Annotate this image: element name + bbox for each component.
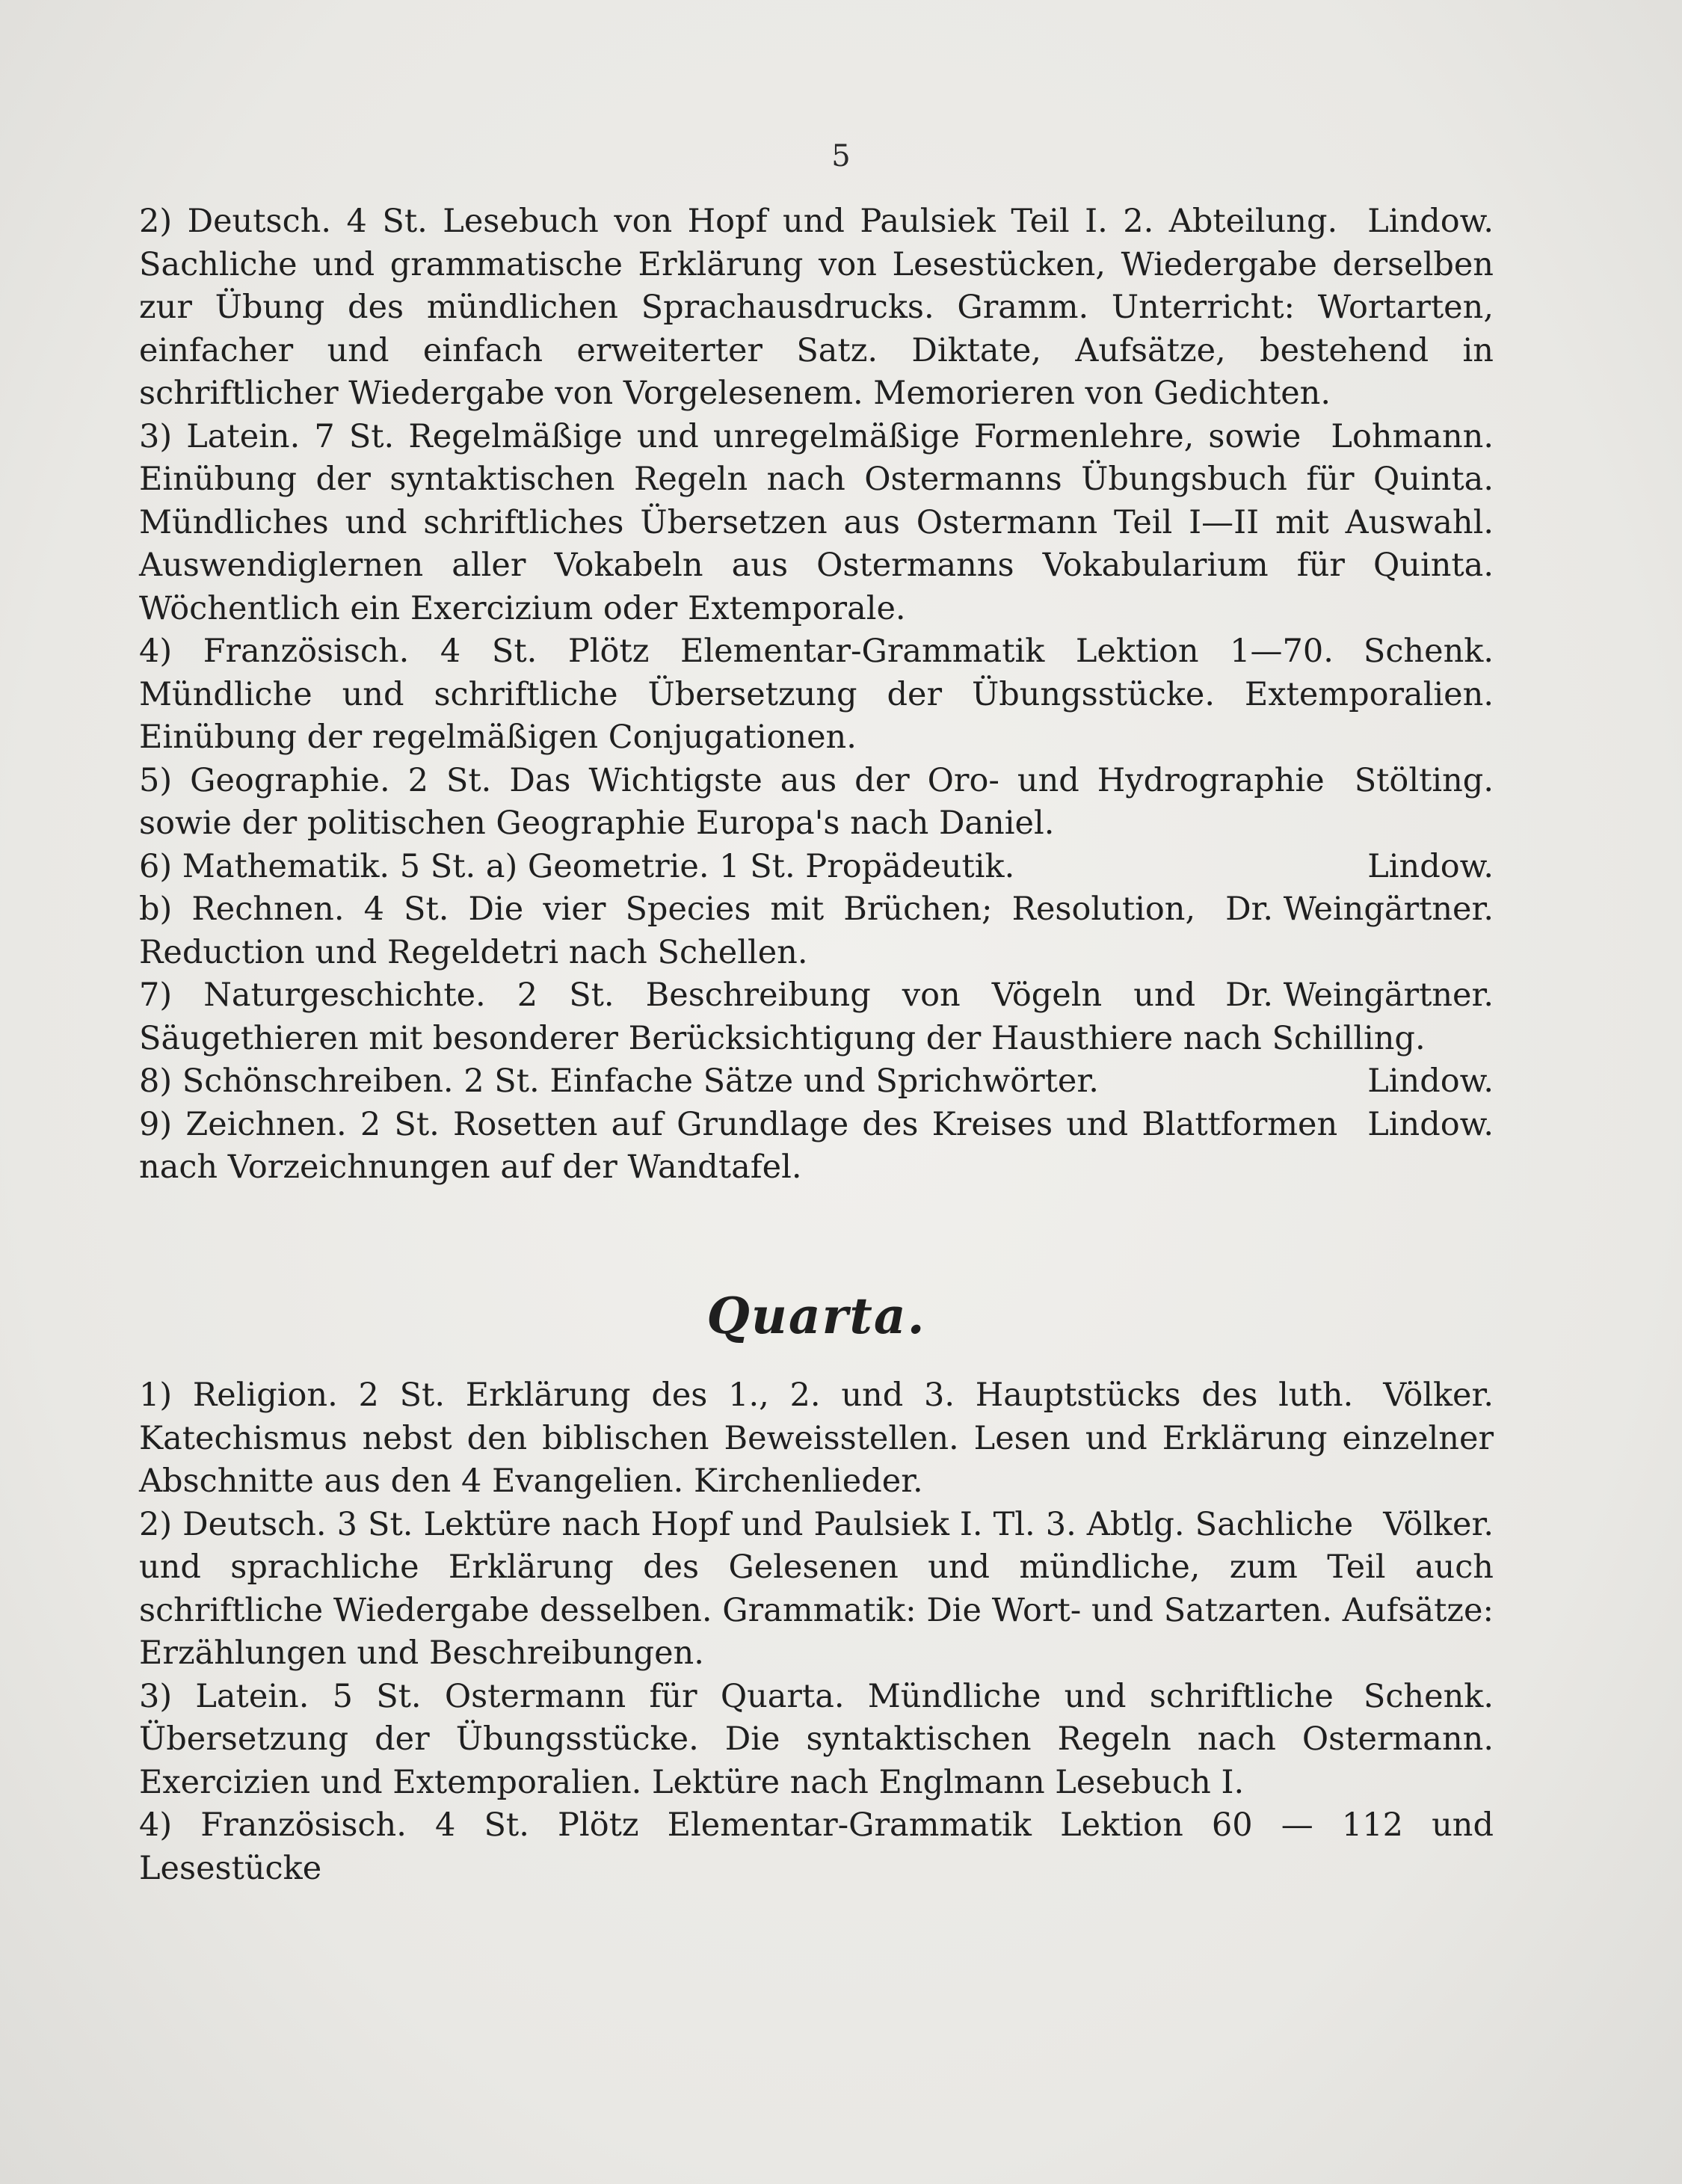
teacher-name: Dr. Weingärtner. — [1225, 890, 1494, 928]
curriculum-entry — [139, 1676, 1494, 1805]
teacher-name: Schenk. — [1363, 633, 1494, 670]
curriculum-entry — [139, 974, 1494, 1060]
entry-text: 9) Zeichnen. 2 St. Rosetten auf Grundlage des Kreises und Blattformen nach Vorzeichnungen auf der Wandtafel. — [139, 1105, 1338, 1186]
teacher-name: Lindow. — [1367, 1105, 1494, 1143]
curriculum-entry — [139, 1804, 1494, 1890]
curriculum-entry — [139, 1374, 1494, 1504]
section-heading: Quarta. — [706, 1287, 926, 1345]
teacher-name: Dr. Weingärtner. — [1225, 976, 1494, 1014]
entry-text: 4) Französisch. 4 St. Plötz Elementar-Grammatik Lektion 1—70. Mündliche und schriftliche Übersetzung der Übungsstücke. Extemporalien. Einübung der regelmäßigen Conjugationen. — [139, 633, 1494, 756]
curriculum-entry — [139, 630, 1494, 760]
teacher-name: Völker. — [1383, 1376, 1494, 1414]
page-number: 5 — [831, 139, 851, 173]
teacher-name: Lindow. — [1367, 1062, 1494, 1100]
entry-text: 2) Deutsch. 3 St. Lektüre nach Hopf und Paulsiek I. Tl. 3. Abtlg. Sachliche und sprachliche Erklärung des Gelesenen und mündliche, zum Teil auch schriftliche Wiedergabe desselben. Grammatik: Die Wort- und Satzarten. Aufsätze: Erzählungen und Beschreibungen. — [139, 1505, 1494, 1672]
entry-text: 3) Latein. 5 St. Ostermann für Quarta. Mündliche und schriftliche Übersetzung der Übungsstücke. Die syntaktischen Regeln nach Ostermann. Exercizien und Extemporalien. Lektüre nach Englmann Lesebuch I. — [139, 1677, 1494, 1801]
teacher-name: Lindow. — [1367, 203, 1494, 240]
entry-text: 3) Latein. 7 St. Regelmäßige und unregelmäßige Formenlehre, sowie Einübung der syntaktischen Regeln nach Ostermanns Übungsbuch für Quinta. Mündliches und schriftliches Übersetzen aus Ostermann Teil I—II mit Auswahl. Auswendiglernen aller Vokabeln aus Ostermanns Vokabularium für Quinta. Wöchentlich ein Exercizium oder Extemporale. — [139, 417, 1494, 627]
quinta-curriculum — [139, 200, 1494, 1190]
entry-text: 5) Geographie. 2 St. Das Wichtigste aus der Oro- und Hydrographie sowie der politischen Geographie Europa's nach Daniel. — [139, 761, 1325, 842]
curriculum-entry — [139, 200, 1494, 416]
entry-text: 1) Religion. 2 St. Erklärung des 1., 2. und 3. Hauptstücks des luth. Katechismus nebst den biblischen Beweisstellen. Lesen und Erklärung einzelner Abschnitte aus den 4 Evangelien. Kirchenlieder. — [139, 1376, 1494, 1500]
curriculum-entry — [139, 1504, 1494, 1676]
curriculum-entry — [139, 846, 1494, 889]
entry-text: 7) Naturgeschichte. 2 St. Beschreibung von Vögeln und Säugethieren mit besonderer Berücksichtigung der Hausthiere nach Schilling. — [139, 976, 1426, 1057]
teacher-name: Stölting. — [1354, 761, 1494, 799]
curriculum-entry — [139, 1104, 1494, 1190]
entry-text: 4) Französisch. 4 St. Plötz Elementar-Grammatik Lektion 60 — 112 und Lesestücke — [139, 1806, 1494, 1887]
teacher-name: Lindow. — [1367, 847, 1494, 885]
curriculum-entry — [139, 1060, 1494, 1104]
curriculum-entry — [139, 888, 1494, 974]
entry-text: 6) Mathematik. 5 St. a) Geometrie. 1 St. Propädeutik. — [139, 847, 1015, 885]
teacher-name: Schenk. — [1363, 1677, 1494, 1715]
teacher-name: Lohmann. — [1331, 417, 1494, 455]
quarta-section — [139, 1279, 1494, 1890]
entry-text: 8) Schönschreiben. 2 St. Einfache Sätze und Sprichwörter. — [139, 1062, 1099, 1100]
teacher-name: Völker. — [1383, 1505, 1494, 1543]
entry-text: 2) Deutsch. 4 St. Lesebuch von Hopf und Paulsiek Teil I. 2. Abteilung. Sachliche und grammatische Erklärung von Lesestücken, Wiedergabe derselben zur Übung des mündlichen Sprachausdrucks. Gramm. Unterricht: Wortarten, einfacher und einfach erweiterter Satz. Diktate, Aufsätze, bestehend in schriftlicher Wiedergabe von Vorgelesenem. Memorieren von Gedichten. — [139, 203, 1494, 412]
curriculum-entry — [139, 416, 1494, 631]
entry-text: b) Rechnen. 4 St. Die vier Species mit Brüchen; Resolution, Reduction und Regeldetri nach Schellen. — [139, 890, 1196, 971]
curriculum-entry — [139, 760, 1494, 846]
